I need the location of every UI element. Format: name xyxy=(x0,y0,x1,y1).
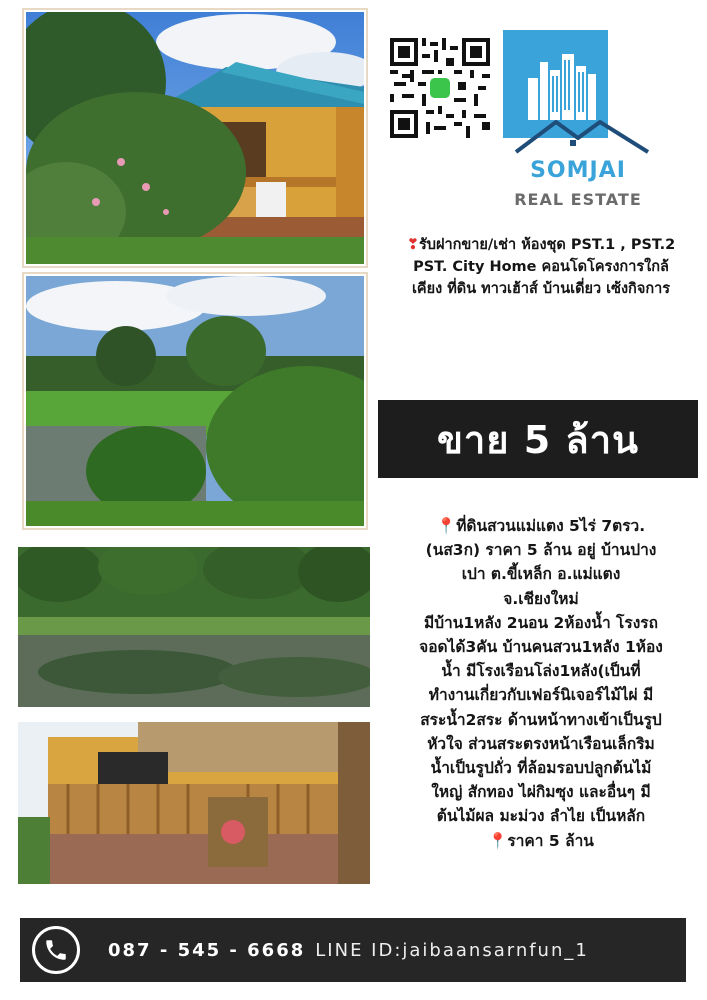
photo-pond-reflection xyxy=(18,547,370,707)
brand-name: SOMJAI xyxy=(530,158,626,183)
phone-icon[interactable] xyxy=(32,926,80,974)
property-description xyxy=(376,514,706,853)
desc-price-line: 📍ราคา 5 ล้าน xyxy=(488,831,594,850)
pin-icon: 📍 xyxy=(488,831,508,850)
line-id[interactable]: LINE ID:jaibaansarnfun_1 xyxy=(315,939,589,961)
service-line-2: PST. City Home คอนโดโครงการใกล้ xyxy=(413,259,669,275)
price-banner: ขาย 5 ล้าน xyxy=(378,400,698,478)
desc-line: จ.เชียงใหม่ xyxy=(503,589,579,608)
desc-line: ต้นไม้ผล มะม่วง ลำไย เป็นหลัก xyxy=(436,807,646,826)
qr-code[interactable] xyxy=(390,38,490,138)
service-line-1: ❣รับฝากขาย/เช่า ห้องชุด PST.1 , PST.2 xyxy=(406,237,676,253)
desc-line: จอดได้3คัน บ้านคนสวน1หลัง 1ห้อง xyxy=(419,638,663,657)
brand-tagline: REAL ESTATE xyxy=(514,190,642,209)
desc-line: สระน้ำ2สระ ด้านหน้าทางเข้าเป็นรูป xyxy=(420,710,662,729)
photo-porch xyxy=(18,722,370,884)
service-line-3: เคียง ที่ดิน ทาวเฮ้าส์ บ้านเดี่ยว เซ้งกิจการ xyxy=(411,281,671,297)
pin-icon: 📍 xyxy=(436,517,457,535)
desc-line: หัวใจ ส่วนสระตรงหน้าเรือนเล็กริม xyxy=(427,734,655,753)
service-text xyxy=(382,234,700,300)
contact-footer xyxy=(20,918,686,982)
desc-line: น้ำเป็นรูปถั่ว ที่ล้อมรอบปลูกต้นไม้ xyxy=(430,759,652,778)
brand-logo xyxy=(498,30,658,220)
desc-line: (นส3ก) ราคา 5 ล้าน อยู่ บ้านปาง xyxy=(425,541,657,560)
photo-pond-garden xyxy=(22,272,368,530)
photo-house xyxy=(22,8,368,268)
desc-line: 📍ที่ดินสวนแม่แตง 5ไร่ 7ตรว. xyxy=(436,517,646,535)
desc-line: น้ำ มีโรงเรือนโล่ง1หลัง(เป็นที่ xyxy=(441,662,641,681)
pin-icon: ❣ xyxy=(406,237,419,253)
desc-line: เปา ต.ขี้เหล็ก อ.แม่แตง xyxy=(461,565,621,584)
building-logo-icon xyxy=(498,30,658,155)
desc-line: ทำงานเกี่ยวกับเฟอร์นิเจอร์ไม้ไผ่ มี xyxy=(428,686,654,705)
desc-line: มีบ้าน1หลัง 2นอน 2ห้องน้ำ โรงรถ xyxy=(423,613,658,632)
phone-number[interactable]: 087 - 545 - 6668 xyxy=(108,939,306,961)
desc-line: ใหญ่ สักทอง ไผ่กิมซุง และอื่นๆ มี xyxy=(431,783,651,802)
